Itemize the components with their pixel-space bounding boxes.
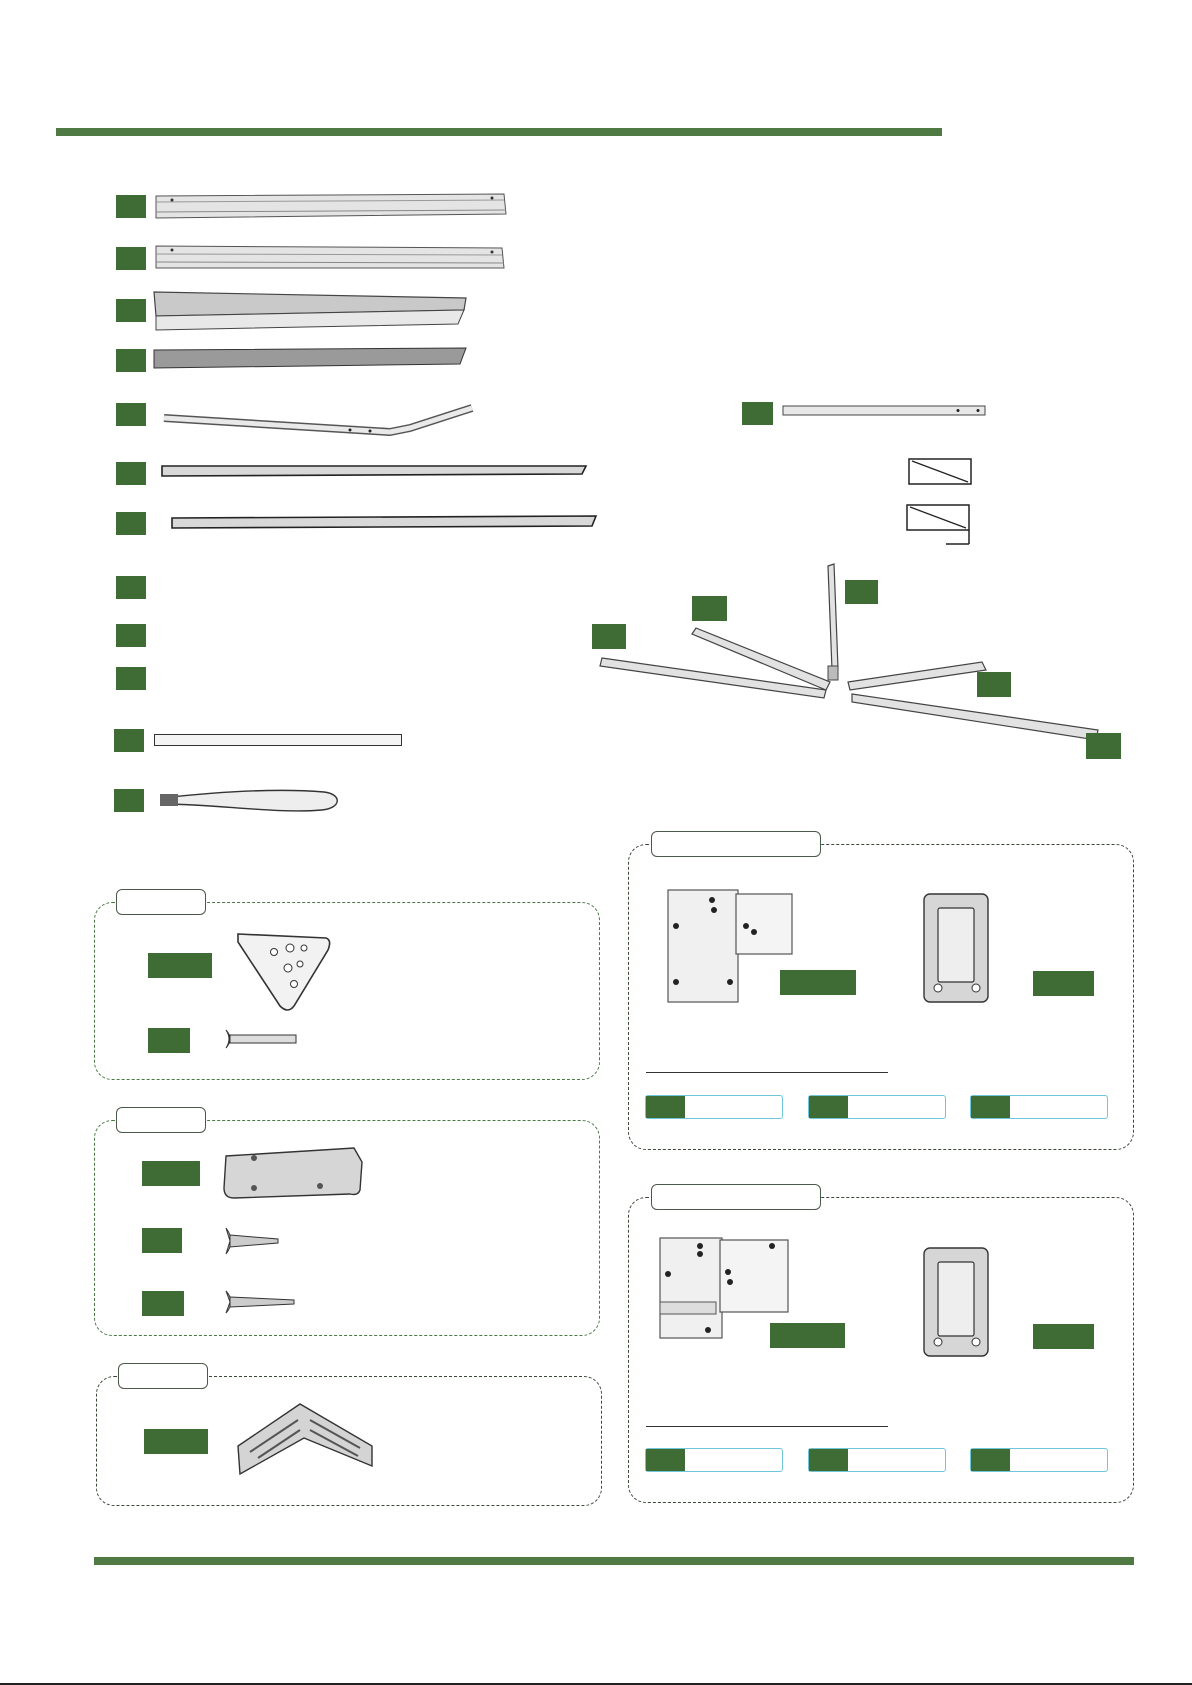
kit-c-label [118, 1363, 208, 1389]
kit-tag [148, 953, 212, 978]
part-tag [116, 512, 146, 535]
part-tag [1086, 733, 1121, 759]
long-screw [222, 1026, 302, 1052]
quantity-field [808, 1095, 946, 1119]
part-tag [116, 462, 146, 485]
part-tag [114, 789, 144, 812]
kit-b-label [116, 1107, 206, 1133]
kit-tag [142, 1291, 184, 1316]
quantity-field [970, 1095, 1108, 1119]
door-right-label [651, 1184, 821, 1210]
part-tag [116, 576, 146, 599]
channel-part-3 [152, 290, 472, 332]
part-tag [845, 580, 878, 604]
part-tag [742, 402, 773, 425]
bent-bar-part-5 [160, 400, 480, 442]
kit-tag [1033, 1324, 1094, 1349]
profile-part-6 [158, 460, 592, 482]
kit-a-label [116, 889, 206, 915]
profile-part-7 [168, 510, 602, 534]
corner-connector [230, 1398, 380, 1480]
quantity-field [645, 1448, 783, 1472]
door-handle [920, 1244, 996, 1360]
rail-part-1 [154, 190, 510, 224]
kit-tag [780, 970, 856, 995]
profile-with-foot-icon [906, 504, 972, 546]
part-tag [116, 667, 146, 690]
door-left-label [651, 831, 821, 857]
kit-tag [1033, 971, 1094, 996]
triangle-plate [234, 928, 334, 1012]
section-rule [646, 1072, 888, 1073]
part-tag [116, 624, 146, 647]
footer-rule [94, 1557, 1134, 1565]
quantity-field [808, 1448, 946, 1472]
part-tag [692, 596, 727, 621]
part-tag [116, 403, 146, 426]
kit-tag [144, 1429, 208, 1454]
part-tag [116, 349, 146, 372]
part-tag [977, 672, 1011, 697]
short-screw [222, 1224, 282, 1258]
quantity-field [970, 1448, 1108, 1472]
page-edge-line [0, 1683, 1192, 1685]
kit-tag [142, 1161, 200, 1186]
part-tag [116, 299, 146, 322]
part-tag [116, 247, 146, 270]
header-rule [56, 128, 942, 136]
door-handle [920, 890, 996, 1006]
quantity-field [645, 1095, 783, 1119]
part-tag [116, 195, 146, 218]
angle-bracket [220, 1146, 366, 1202]
medium-screw [222, 1287, 298, 1317]
hinge-plate [664, 886, 798, 1006]
part-tag [114, 729, 144, 752]
thin-strip-part [154, 734, 402, 746]
part-tag [592, 624, 626, 649]
section-rule [646, 1426, 888, 1427]
kit-tag [148, 1028, 190, 1053]
strap-part [156, 782, 342, 822]
kit-tag [770, 1323, 845, 1348]
kit-tag [142, 1228, 182, 1253]
kit-a-box [94, 902, 600, 1080]
rail-part-2 [154, 242, 510, 276]
bar-right-part [782, 404, 988, 418]
profile-icon [908, 458, 974, 486]
flat-bar-part-4 [152, 346, 472, 372]
